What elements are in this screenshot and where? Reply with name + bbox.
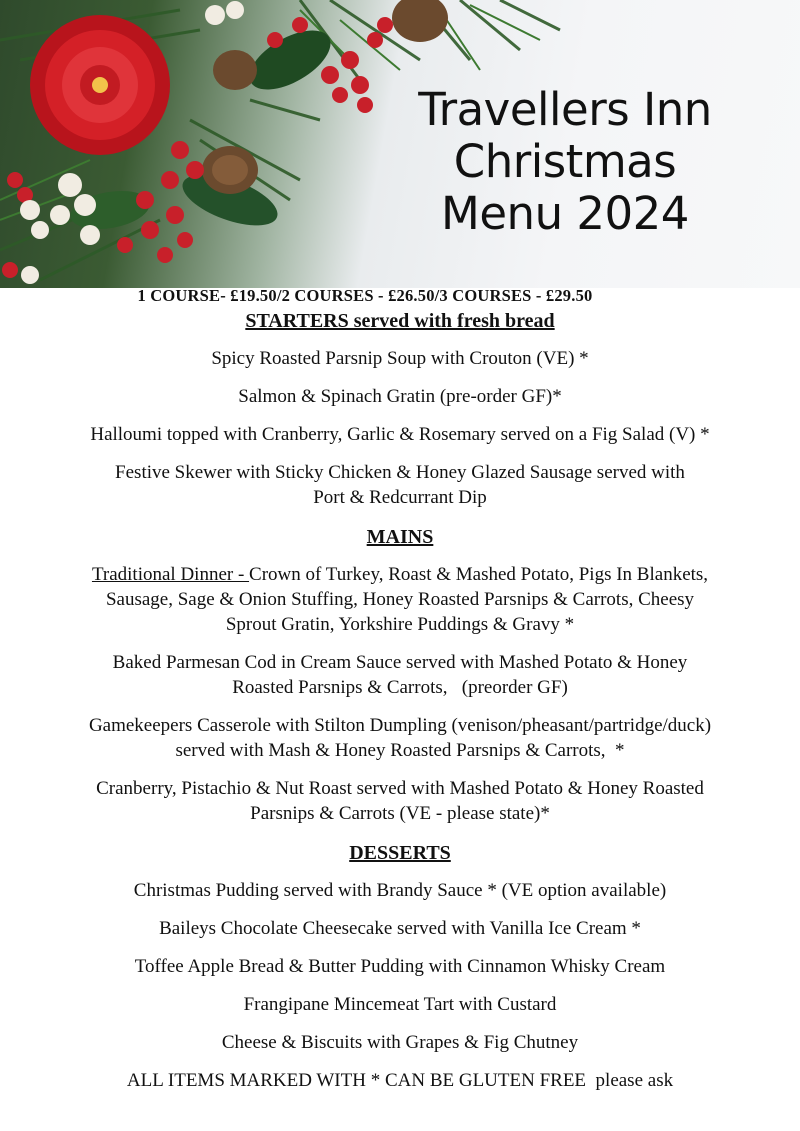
- menu-item: [20, 422, 780, 447]
- menu-item-line: Spicy Roasted Parsnip Soup with Crouton (VE) *: [211, 348, 589, 369]
- menu-item: [20, 878, 780, 903]
- menu-title: [395, 84, 735, 240]
- header-banner: [0, 0, 800, 288]
- title-line: Christmas: [453, 135, 677, 188]
- menu-item-line: Halloumi topped with Cranberry, Garlic & Rosemary served on a Fig Salad (V) *: [90, 424, 710, 445]
- menu-item: [20, 460, 780, 510]
- menu-item-line: Gamekeepers Casserole with Stilton Dumpling (venison/pheasant/partridge/duck): [88, 715, 712, 736]
- traditional-dinner-label: Traditional Dinner -: [91, 564, 250, 585]
- menu-item-line: Port & Redcurrant Dip: [313, 487, 487, 508]
- menu-item-line: Sprout Gratin, Yorkshire Puddings & Gravy *: [225, 614, 575, 635]
- menu-item-line: Salmon & Spinach Gratin (pre-order GF)*: [238, 386, 562, 407]
- poinsettia-icon: [30, 15, 170, 155]
- menu-item: [20, 992, 780, 1017]
- menu-item-line: Frangipane Mincemeat Tart with Custard: [243, 994, 557, 1015]
- menu-item: [20, 713, 780, 763]
- gluten-free-note-text: ALL ITEMS MARKED WITH * CAN BE GLUTEN FREE please ask: [126, 1070, 674, 1091]
- menu-item: [20, 776, 780, 826]
- mains-heading: MAINS: [366, 526, 434, 548]
- menu-item-line: Baked Parmesan Cod in Cream Sauce served with Mashed Potato & Honey: [112, 652, 688, 673]
- course-pricing: 1 COURSE- £19.50/2 COURSES - £26.50/3 COURSES - £29.50: [137, 286, 593, 305]
- menu-item-line: Cheese & Biscuits with Grapes & Fig Chutney: [221, 1032, 579, 1053]
- menu-item-line: Baileys Chocolate Cheesecake served with Vanilla Ice Cream *: [159, 918, 641, 939]
- menu-item-line: Festive Skewer with Sticky Chicken & Honey Glazed Sausage served with: [115, 462, 685, 483]
- menu-item-line: Crown of Turkey, Roast & Mashed Potato, Pigs In Blankets,: [249, 564, 709, 585]
- menu-item: [20, 346, 780, 371]
- menu-item: [20, 384, 780, 409]
- menu-item-line: Roasted Parsnips & Carrots, (preorder GF): [232, 677, 568, 698]
- menu-item: [20, 1030, 780, 1055]
- menu-body: [0, 306, 800, 1093]
- menu-item-line: Sausage, Sage & Onion Stuffing, Honey Roasted Parsnips & Carrots, Cheesy: [105, 589, 695, 610]
- title-line: Menu 2024: [441, 187, 689, 240]
- menu-item-line: Christmas Pudding served with Brandy Sauce * (VE option available): [133, 880, 667, 901]
- menu-item-line: Toffee Apple Bread & Butter Pudding with Cinnamon Whisky Cream: [134, 956, 666, 977]
- starters-heading: STARTERS served with fresh bread: [245, 310, 555, 332]
- menu-item: [20, 916, 780, 941]
- menu-item-line: Parsnips & Carrots (VE - please state)*: [250, 803, 550, 824]
- title-line: Travellers Inn: [418, 83, 712, 136]
- menu-item-line: Cranberry, Pistachio & Nut Roast served with Mashed Potato & Honey Roasted: [96, 778, 704, 799]
- menu-item: [20, 954, 780, 979]
- gluten-free-note: [20, 1068, 780, 1093]
- menu-item: [20, 562, 780, 637]
- desserts-heading: DESSERTS: [349, 842, 451, 864]
- menu-item-line: served with Mash & Honey Roasted Parsnips & Carrots, *: [175, 740, 625, 761]
- menu-item: [20, 650, 780, 700]
